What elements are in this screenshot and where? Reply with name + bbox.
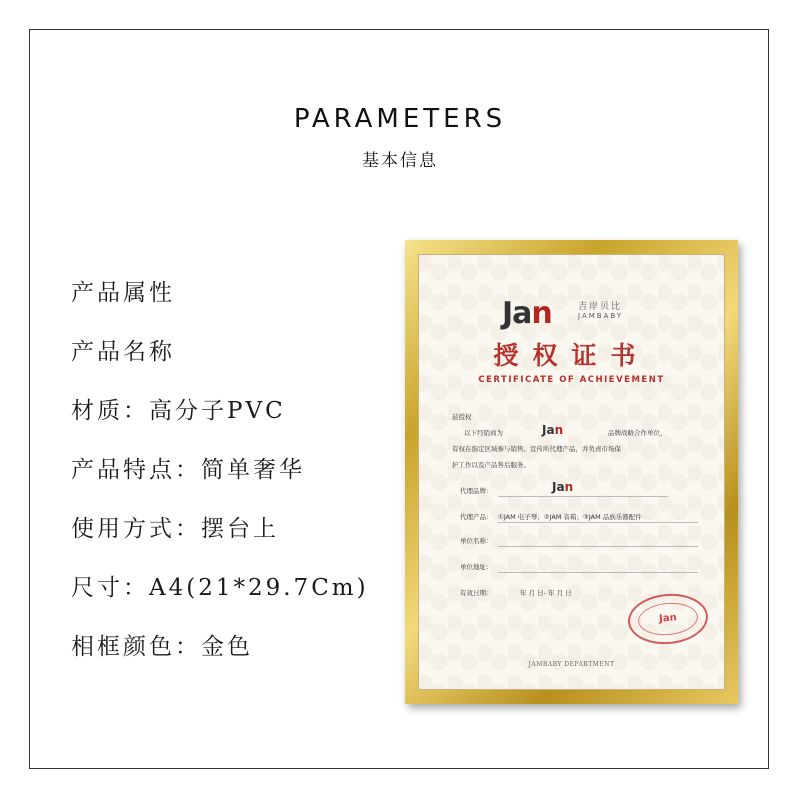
param-frame-color: 相框颜色：金色	[71, 634, 253, 660]
product-label: 代理产品：	[460, 513, 493, 521]
gold-frame-image	[405, 240, 738, 704]
brand-name-cn: 吉岸贝比	[578, 302, 623, 312]
validity-value: 年 月 日- 年 月 日	[520, 589, 572, 597]
company-seal-stamp: Jan	[626, 591, 710, 648]
certificate-paper	[418, 254, 725, 690]
certificate-subtitle: CERTIFICATE OF ACHIEVEMENT	[478, 375, 665, 385]
page-title: PARAMETERS	[293, 104, 507, 134]
param-feature: 产品特点：简单奢华	[71, 457, 305, 483]
param-material: 材质：高分子PVC	[71, 398, 286, 424]
certificate-title: 授权证书	[493, 341, 650, 370]
brand-label: 代理品牌：	[460, 487, 493, 495]
unit-name-underline	[498, 546, 698, 547]
product-value: ①JAM 电子琴；②JAM 音箱；③JAM 品族乐器配件	[498, 513, 642, 521]
validity-label: 有效日期：	[460, 589, 493, 597]
inline-brand-logo: Jan	[542, 423, 564, 437]
cert-line-4: 护工作以及产品售后服务。	[452, 461, 530, 469]
brand-logo: Jan	[502, 296, 552, 331]
product-underline	[498, 522, 698, 523]
page-subtitle: 基本信息	[362, 151, 438, 171]
unit-address-underline	[498, 572, 698, 573]
unit-address-label: 单位地址：	[460, 563, 493, 571]
agent-brand-logo: Jan	[552, 480, 574, 494]
cert-line-3: 有权在指定区域参与销售、宣传所代理产品，并负责市场保	[452, 445, 621, 453]
unit-name-label: 单位名称：	[460, 537, 493, 545]
cert-line-1: 兹授权	[452, 413, 472, 421]
brand-name-en: JAMBABY	[578, 312, 624, 320]
param-usage: 使用方式：摆台上	[71, 516, 279, 542]
param-size: 尺寸：A4(21*29.7Cm)	[71, 575, 369, 601]
brand-underline	[498, 496, 668, 497]
cert-line-2a: 以下经销商为	[464, 429, 503, 437]
certificate-footer: JAMBABY DEPARTMENT	[528, 661, 615, 668]
parameter-list	[71, 274, 369, 687]
param-name: 产品名称	[71, 339, 175, 365]
cert-line-2b: 品牌战略合作单位，	[608, 429, 667, 437]
param-attribute: 产品属性	[71, 280, 175, 306]
